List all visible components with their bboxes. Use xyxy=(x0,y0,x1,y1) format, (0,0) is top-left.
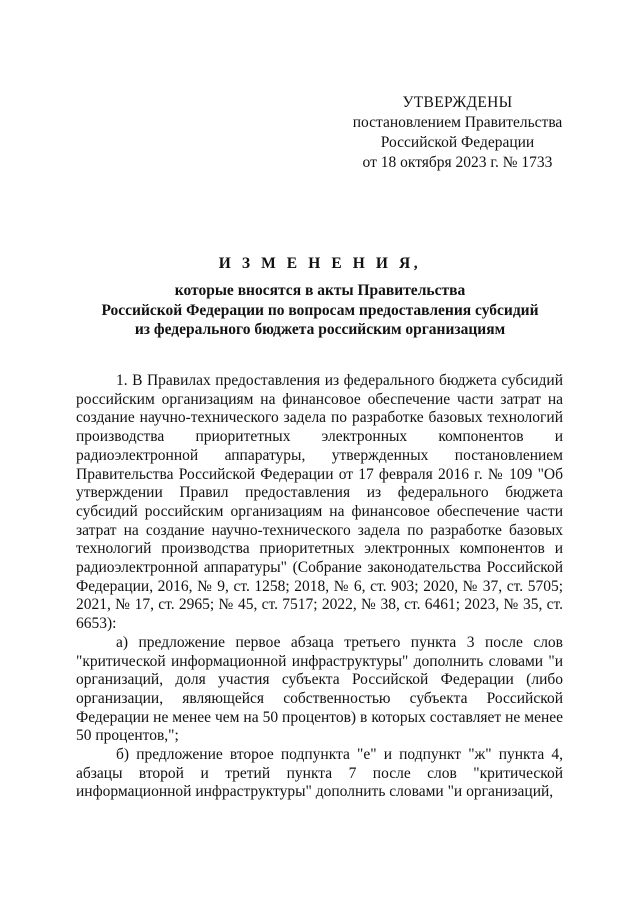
subtitle-line-3: из федерального бюджета российским организациям xyxy=(134,321,506,338)
subtitle-line-2: Российской Федерации по вопросам предоставления субсидий xyxy=(101,301,539,319)
approval-line-date-number: от 18 октября 2023 г. № 1733 xyxy=(362,154,553,171)
paragraph-item-1: 1. В Правилах предоставления из федерального бюджета субсидий российским организациям на финансовое обеспечение части затрат на создание научно-технического задела по разработке базовых технологий производства приоритетных электронных компонентов и радиоэлектронной аппаратуры, утвержденных постановлением Правительства Российской Федерации от 17 февраля 2016 г. № 109 "Об утверждении Правил предоставления из федерального бюджета субсидий российским организациям на финансовое обеспечение части затрат на создание научно-технического задела по разработке базовых технологий производства приоритетных электронных компонентов и радиоэлектронной аппаратуры" (Собрание законодательства Российской Федерации, 2016, № 9, ст. 1258; 2018, № 6, ст. 903; 2020, № 37, ст. 5705; 2021, № 17, ст. 2965; № 45, ст. 7517; 2022, № 38, ст. 6461; 2023, № 35, ст. 6653): xyxy=(76,372,563,633)
approval-block xyxy=(350,93,565,173)
paragraph-subitem-a: а) предложение первое абзаца третьего пункта 3 после слов "критической информационной инфраструктуры" дополнить словами "и организаций, доля участия субъекта Российской Федерации (либо организации, являющейся собственностью субъекта Российской Федерации не менее чем на 50 процентов) в которых составляет не менее 50 процентов,"; xyxy=(76,633,563,745)
paragraph-subitem-b: б) предложение второе подпункта "е" и подпункт "ж" пункта 4, абзацы второй и третий пункта 7 после слов "критической информационной инфраструктуры" дополнить словами "и организаций, xyxy=(76,746,563,801)
approval-title: УТВЕРЖДЕНЫ xyxy=(402,94,513,111)
document-heading: И З М Е Н Е Н И Я, xyxy=(218,255,422,272)
document-subtitle xyxy=(0,281,640,340)
subtitle-line-1: которые вносятся в акты Правительства xyxy=(174,282,466,299)
approval-line-decree: постановлением Правительства xyxy=(352,114,563,131)
approval-line-federation: Российской Федерации xyxy=(380,134,535,151)
document-body xyxy=(76,372,563,802)
